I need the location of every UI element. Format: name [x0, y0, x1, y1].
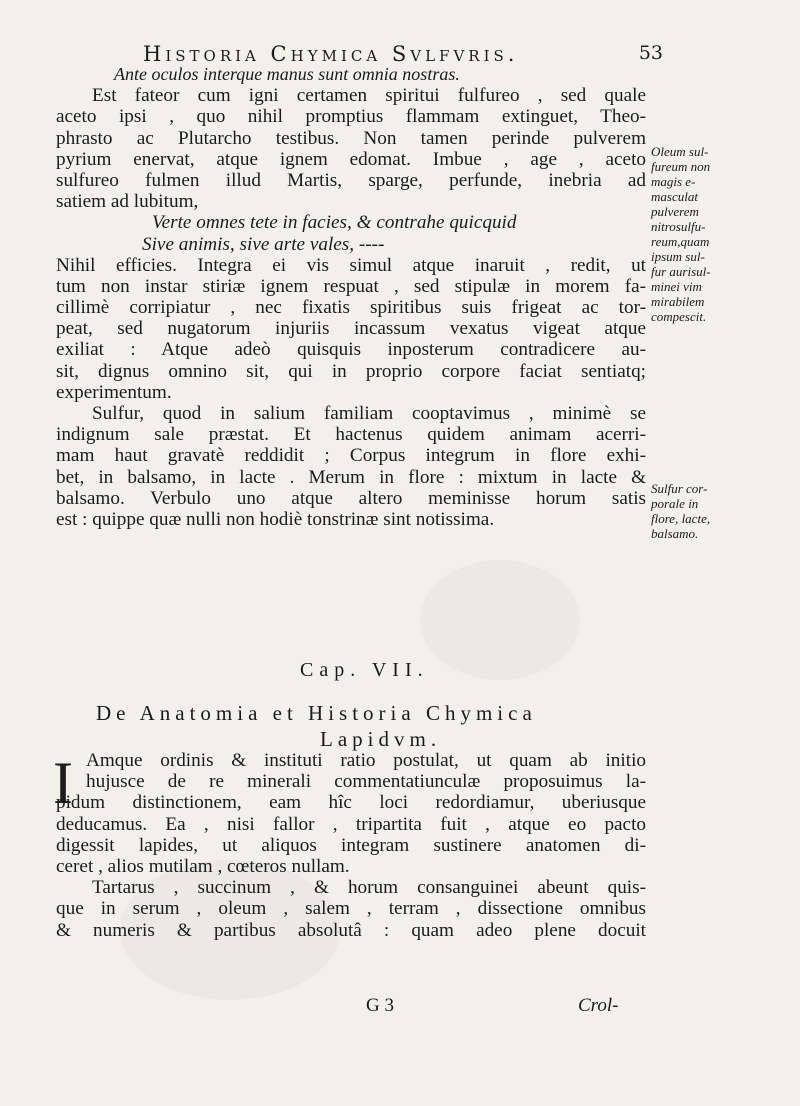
text-line: tum non instar stiriæ ignem respuat , sed stipulæ in morem fa-: [56, 275, 646, 297]
text-line: deducamus. Ea , nisi fallor , tripartita fuit , atque eo pacto: [56, 813, 646, 835]
drop-capital: I: [53, 750, 73, 816]
text-line: sit, dignus omnino sit, qui in proprio corpore faciat sentiatq;: [56, 360, 646, 382]
margin-line: ipsum sul-: [651, 249, 705, 264]
text-line: aceto ipsi , quo nihil promptius flammam extinguet, Theo-: [56, 106, 646, 128]
margin-line: reum,quam: [651, 234, 710, 249]
margin-line: Sulfur cor-: [651, 481, 708, 496]
verse-line: Sive animis, sive arte vales, ----: [142, 233, 385, 255]
text-line: phrasto ac Plutarcho testibus. Non tamen perinde pulverem: [56, 127, 646, 149]
margin-line: balsamo.: [651, 526, 699, 541]
text-line: indignum sale præstat. Et hactenus quidem animam acerri-: [56, 424, 646, 446]
text-line: Amque ordinis & instituti ratio postulat, ut quam ab initio: [86, 750, 646, 771]
margin-line: Oleum sul-: [651, 144, 709, 159]
section-title-line: Lapidvm.: [320, 727, 442, 751]
text-line: est : quippe quæ nulli non hodiè tonstrinæ sint notissima.: [56, 508, 495, 530]
signature-mark: G 3: [366, 995, 394, 1016]
margin-note-oleum: [651, 144, 741, 324]
text-line: satiem ad lubitum,: [56, 191, 199, 213]
text-line: balsamo. Verbulo uno atque altero meminisse horum satis: [56, 487, 646, 509]
margin-line: porale in: [651, 496, 699, 511]
margin-line: nitrosulfu-: [651, 219, 706, 234]
text-line: Tartarus , succinum , & horum consanguinei abeunt quis-: [92, 877, 646, 899]
margin-line: flore, lacte,: [651, 511, 711, 526]
margin-line: magis e-: [651, 174, 696, 189]
running-title: Historia Chymica Svlfvris.: [143, 42, 519, 66]
margin-line: masculat: [651, 189, 698, 204]
text-line: que in serum , oleum , salem , terram , dissectione omnibus: [56, 898, 646, 920]
margin-line: fureum non: [651, 159, 711, 174]
text-line: exiliat : Atque adeò quisquis inposterum contradicere au-: [56, 339, 646, 361]
section-title-line: De Anatomia et Historia Chymica: [96, 701, 537, 725]
text-line: peat, sed nugatorum injuriis incassum vexatus vigeat atque: [56, 318, 646, 340]
catchword: Crol-: [578, 995, 619, 1016]
text-line: Nihil efficies. Integra ei vis simul atque inaruit , redit, ut: [56, 254, 646, 276]
section-title: [96, 700, 656, 752]
text-line: Sulfur, quod in salium familiam cooptavimus , minimè se: [92, 403, 646, 424]
text-line: & numeris & partibus absolutâ : quam adeo plene docuit: [56, 919, 646, 941]
margin-line: fur aurisul-: [651, 264, 711, 279]
main-text-block: [56, 64, 646, 530]
chapter-heading: Cap. VII.: [300, 659, 429, 681]
text-line: sulfureo fulmen illud Martis, sparge, perfunde, inebria ad: [56, 169, 646, 191]
text-line: ceret , alios mutilam , cœteros nullam.: [56, 855, 350, 877]
margin-line: compescit.: [651, 309, 707, 324]
text-line: Est fateor cum igni certamen spiritui fulfureo , sed quale: [92, 85, 646, 107]
margin-line: pulverem: [651, 204, 699, 219]
verse-line: Verte omnes tete in facies, & contrahe quicquid: [152, 212, 517, 234]
text-line: hujusce de re minerali commentatiunculæ proposuimus la-: [86, 771, 646, 793]
margin-note-sulfur: [651, 481, 741, 541]
text-line: bet, in balsamo, in lacte . Merum in flore : mixtum in lacte &: [56, 466, 646, 488]
text-line: digessit lapides, ut aliquos integram sustinere anatomen di-: [56, 834, 646, 856]
epigraph: Ante oculos interque manus sunt omnia nostras.: [114, 64, 460, 84]
paper-stain: [420, 560, 580, 680]
margin-line: minei vim: [651, 279, 702, 294]
text-line: pyrium enervat, atque ignem edomat. Imbue , age , aceto: [56, 148, 646, 170]
text-line: mam haut gravatè reddidit ; Corpus integrum in flore exhi-: [56, 445, 646, 467]
text-line: cillimè corripiatur , nec fixatis spiritibus suis frigeat ac tor-: [56, 297, 646, 319]
text-line: experimentum.: [56, 381, 172, 403]
text-line: pidum distinctionem, eam hîc loci redordiamur, uberiusque: [56, 792, 646, 814]
page-number: 53: [638, 42, 663, 64]
margin-line: mirabilem: [651, 294, 705, 309]
chapter-text-block: [56, 750, 646, 941]
